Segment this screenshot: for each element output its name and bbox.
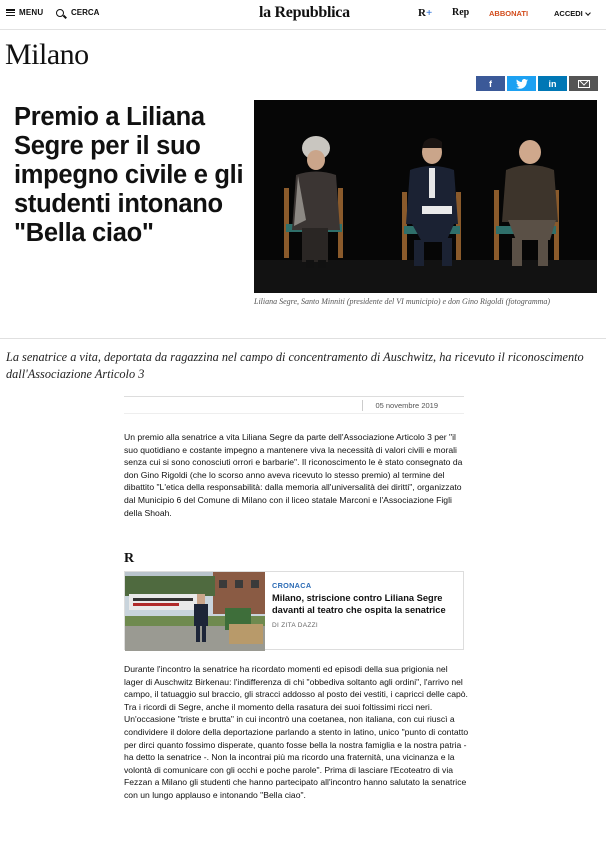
related-kicker[interactable]: CRONACA [272, 581, 312, 590]
mail-icon [578, 80, 590, 88]
facebook-icon: f [489, 78, 492, 89]
linkedin-icon: in [548, 78, 557, 89]
related-title[interactable]: Milano, striscione contro Liliana Segre davanti al teatro che ospita la senatrice [272, 593, 446, 615]
mail-share-button[interactable] [569, 76, 598, 91]
search-label: CERCA [71, 8, 100, 17]
repubblica-r-logo: R [124, 551, 135, 566]
search-button[interactable] [56, 8, 99, 17]
article-paragraph: Durante l'incontro la senatrice ha ricordato momenti ed episodi della sua prigionia nel lager di Auschwitz Birkenau: l'indifferenza di chi "obbediva soltanto agli ordini", l'arrivo nel campo, il tatuaggio sul braccio, gli stracci addosso al posto dei vestiti, i capricci delle capò. Tra i ricordi di Segre, anche il momento della rasatura dei suoi foltissimi ricci neri. Un'occasione "triste e brutta" in cui incontrò una coetanea, non italiana, con cui riuscì a condividere il dolore della deportazione parlando a stento in latino, unico "punto di contatto per dirci quanto fossimo disperate, quanto fosse bella la nostra famiglia e la nostra patria - ha detto la senatrice -. Non la incontrai più ma ricordo una fraternità, una vicinanza e la volontà di comunicare con gli occhi e poche parole". Prima di lasciare l'Ecoteatro di via Fezzan a Milano gli studenti che hanno partecipato all'incontro hanno salutato la senatrice con un lungo applauso e intonando "Bella ciao". [124, 664, 469, 800]
article-paragraph: Un premio alla senatrice a vita Liliana Segre da parte dell'Associazione Articolo 3 per "il suo quotidiano e costante impegno a mantenere viva la necessità di valori civili e morali senza cui si sono conosciuti orrori e barbarie". Il riconoscimento le è stato consegnato da don Gino Rigoldi (che lo scorso anno aveva ricevuto lo stesso premio) al termine del dibattito "L'etica della responsabilità: dalla memoria all'universalità dei diritti", organizzato dal Municipio 6 del Comune di Milano con il liceo statale Marconi e l'Associazione Figli della Shoah. [124, 432, 463, 518]
rplus-link[interactable] [418, 7, 432, 19]
login-label: ACCEDI [554, 9, 583, 18]
share-bar [476, 76, 598, 91]
photo-caption: Liliana Segre, Santo Minniti (presidente del VI municipio) e don Gino Rigoldi (fotogramma) [254, 297, 551, 306]
related-author: DI ZITA DAZZI [272, 622, 319, 629]
date-separator [362, 400, 363, 411]
top-bar [0, 0, 606, 30]
hamburger-icon [6, 9, 15, 16]
stage-scene-image [254, 100, 597, 293]
related-article-image[interactable] [125, 572, 265, 651]
rplus-mark: + [425, 7, 433, 19]
menu-label: MENU [19, 8, 44, 17]
section-title[interactable]: Milano [5, 38, 89, 71]
article-summary: La senatrice a vita, deportata da ragazzina nel campo di concentramento di Auschwitz, ha ricevuto il riconoscimento dall'Associazione Articolo 3 [6, 350, 584, 381]
twitter-share-button[interactable] [507, 76, 536, 91]
search-icon [56, 9, 64, 17]
rep-link[interactable]: Rep [452, 7, 470, 18]
article-headline: Premio a Liliana Segre per il suo impegno civile e gli studenti intonano "Bella ciao" [14, 103, 244, 247]
linkedin-share-button[interactable] [538, 76, 567, 91]
publish-date: 05 novembre 2019 [375, 401, 438, 410]
rplus-letter: R [418, 7, 426, 19]
login-button[interactable] [554, 9, 590, 18]
menu-button[interactable] [6, 8, 43, 17]
subscribe-link[interactable]: ABBONATI [489, 9, 529, 18]
chevron-down-icon [585, 10, 591, 16]
twitter-icon [516, 79, 528, 89]
site-logo[interactable]: la Repubblica [259, 4, 350, 21]
date-bar [124, 397, 464, 414]
divider [0, 338, 606, 339]
article-photo [254, 100, 597, 293]
related-article-card[interactable] [124, 571, 464, 650]
banner-scene-image [125, 572, 265, 651]
facebook-share-button[interactable] [476, 76, 505, 91]
